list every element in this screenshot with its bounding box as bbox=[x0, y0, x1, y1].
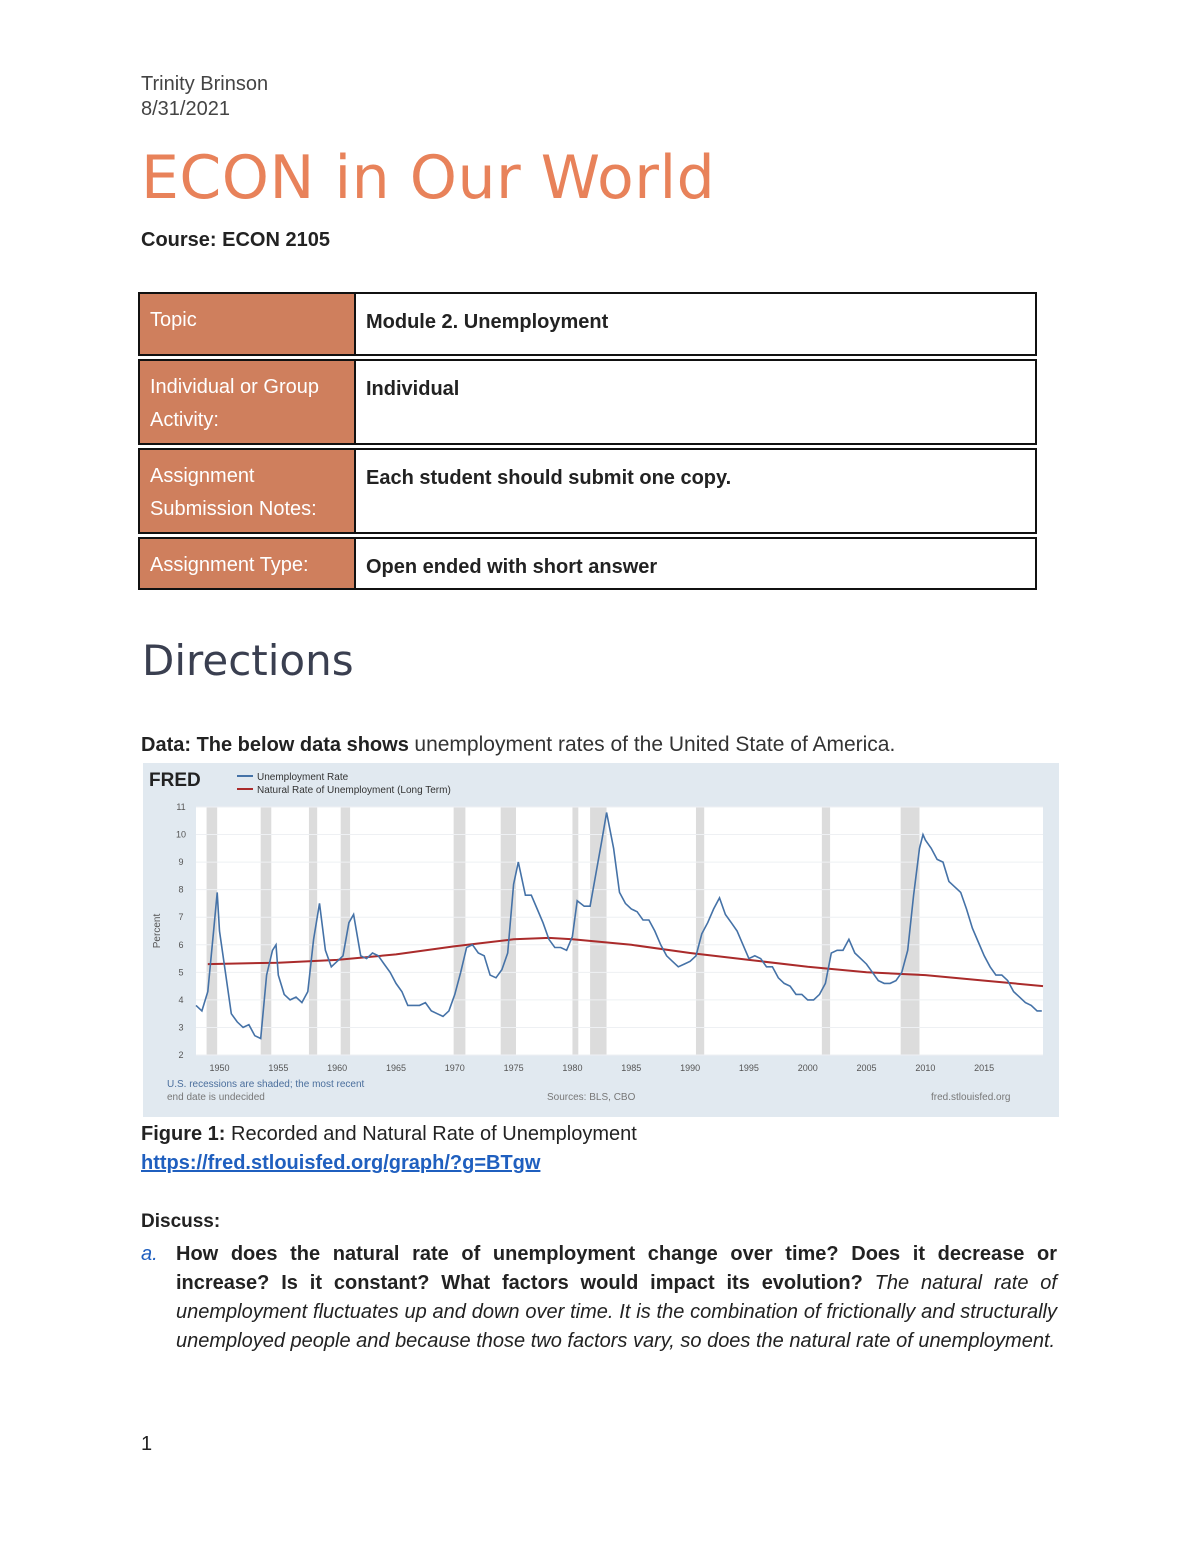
recession-band bbox=[454, 807, 466, 1055]
info-row-type bbox=[138, 537, 1037, 590]
document-title: ECON in Our World bbox=[141, 143, 716, 213]
data-intro bbox=[141, 733, 895, 757]
chart-svg bbox=[143, 763, 1059, 1117]
y-tick-label: 4 bbox=[178, 994, 184, 1005]
y-axis-label: Percent bbox=[152, 913, 163, 949]
x-tick-label: 1960 bbox=[327, 1063, 348, 1073]
x-tick-label: 1965 bbox=[385, 1063, 407, 1073]
info-row-submission bbox=[138, 448, 1037, 534]
y-tick-label: 2 bbox=[178, 1050, 184, 1060]
info-value: Individual bbox=[355, 359, 1037, 445]
recession-note-2: end date is undecided bbox=[167, 1092, 265, 1103]
figure-link[interactable]: https://fred.stlouisfed.org/graph/?g=BTgw bbox=[141, 1152, 541, 1174]
info-label: Individual or Group Activity: bbox=[138, 359, 355, 445]
y-tick-label: 3 bbox=[178, 1022, 184, 1033]
info-row-activity bbox=[138, 359, 1037, 445]
x-tick-label: 1955 bbox=[268, 1063, 289, 1073]
author-name: Trinity Brinson bbox=[141, 73, 269, 95]
y-tick-label: 5 bbox=[178, 967, 184, 978]
fred-logo: FRED bbox=[149, 770, 201, 791]
figure-label: Figure 1: bbox=[141, 1123, 226, 1145]
y-tick-label: 9 bbox=[178, 857, 184, 868]
recession-band bbox=[207, 807, 218, 1055]
x-tick-labels bbox=[210, 1063, 995, 1073]
y-tick-label: 10 bbox=[175, 829, 187, 840]
directions-heading: Directions bbox=[142, 636, 354, 685]
x-tick-label: 1985 bbox=[621, 1063, 642, 1073]
author-block bbox=[141, 72, 268, 122]
discuss-item-label: a. bbox=[141, 1243, 158, 1265]
info-label: Topic bbox=[138, 292, 355, 356]
discuss-heading: Discuss: bbox=[141, 1211, 221, 1232]
recession-note-1: U.S. recessions are shaded; the most recent bbox=[167, 1079, 365, 1090]
discuss-item-body bbox=[176, 1240, 1057, 1356]
legend-label-unemployment: Unemployment Rate bbox=[257, 772, 349, 783]
x-tick-label: 1990 bbox=[680, 1063, 701, 1073]
info-label: Assignment Type: bbox=[138, 537, 355, 590]
discuss-question: How does the natural rate of unemployment change over time? Does it decrease or increase? Is it constant? What factors would impact its evolution? bbox=[176, 1243, 1057, 1294]
x-tick-label: 2010 bbox=[915, 1063, 936, 1073]
chart-source: Sources: BLS, CBO bbox=[547, 1092, 636, 1103]
chart-legend bbox=[237, 772, 451, 796]
recession-band bbox=[501, 807, 516, 1055]
course-label: Course: ECON 2105 bbox=[141, 229, 330, 251]
legend-label-natural: Natural Rate of Unemployment (Long Term) bbox=[257, 785, 451, 796]
figure-caption-text: Recorded and Natural Rate of Unemployment bbox=[231, 1123, 637, 1145]
document-date: 8/31/2021 bbox=[141, 98, 230, 120]
x-tick-label: 1970 bbox=[444, 1063, 465, 1073]
recession-band bbox=[590, 807, 606, 1055]
x-tick-label: 1950 bbox=[209, 1063, 230, 1073]
y-tick-label: 8 bbox=[178, 884, 184, 895]
info-table bbox=[138, 289, 1037, 593]
recession-band bbox=[309, 807, 317, 1055]
x-tick-label: 1995 bbox=[738, 1063, 759, 1073]
info-value: Module 2. Unemployment bbox=[355, 292, 1037, 356]
page-number: 1 bbox=[141, 1433, 153, 1455]
y-tick-label: 6 bbox=[178, 939, 184, 950]
y-tick-label: 7 bbox=[178, 912, 184, 923]
fred-chart bbox=[143, 763, 1059, 1117]
info-value: Each student should submit one copy. bbox=[355, 448, 1037, 534]
data-intro-bold: Data: The below data shows bbox=[141, 734, 409, 756]
figure-caption bbox=[141, 1123, 637, 1146]
x-tick-label: 2000 bbox=[797, 1063, 818, 1073]
x-tick-label: 2015 bbox=[974, 1063, 995, 1073]
recession-band bbox=[341, 807, 350, 1055]
discuss-answer: The natural rate of unemployment fluctuates up and down over time. It is the combination of frictionally and structurally unemployed people and because those two factors vary, so does the natural rate of unemployment. bbox=[176, 1272, 1057, 1352]
info-value: Open ended with short answer bbox=[355, 537, 1037, 590]
recession-band bbox=[822, 807, 830, 1055]
chart-site: fred.stlouisfed.org bbox=[931, 1092, 1011, 1103]
data-intro-text: unemployment rates of the United State of America. bbox=[414, 733, 896, 756]
info-label: Assignment Submission Notes: bbox=[138, 448, 355, 534]
y-tick-labels bbox=[176, 802, 186, 1060]
x-tick-label: 2005 bbox=[856, 1063, 877, 1073]
x-tick-label: 1975 bbox=[503, 1063, 524, 1073]
info-row-topic bbox=[138, 292, 1037, 356]
x-tick-label: 1980 bbox=[562, 1063, 583, 1073]
y-tick-label: 11 bbox=[176, 802, 186, 812]
